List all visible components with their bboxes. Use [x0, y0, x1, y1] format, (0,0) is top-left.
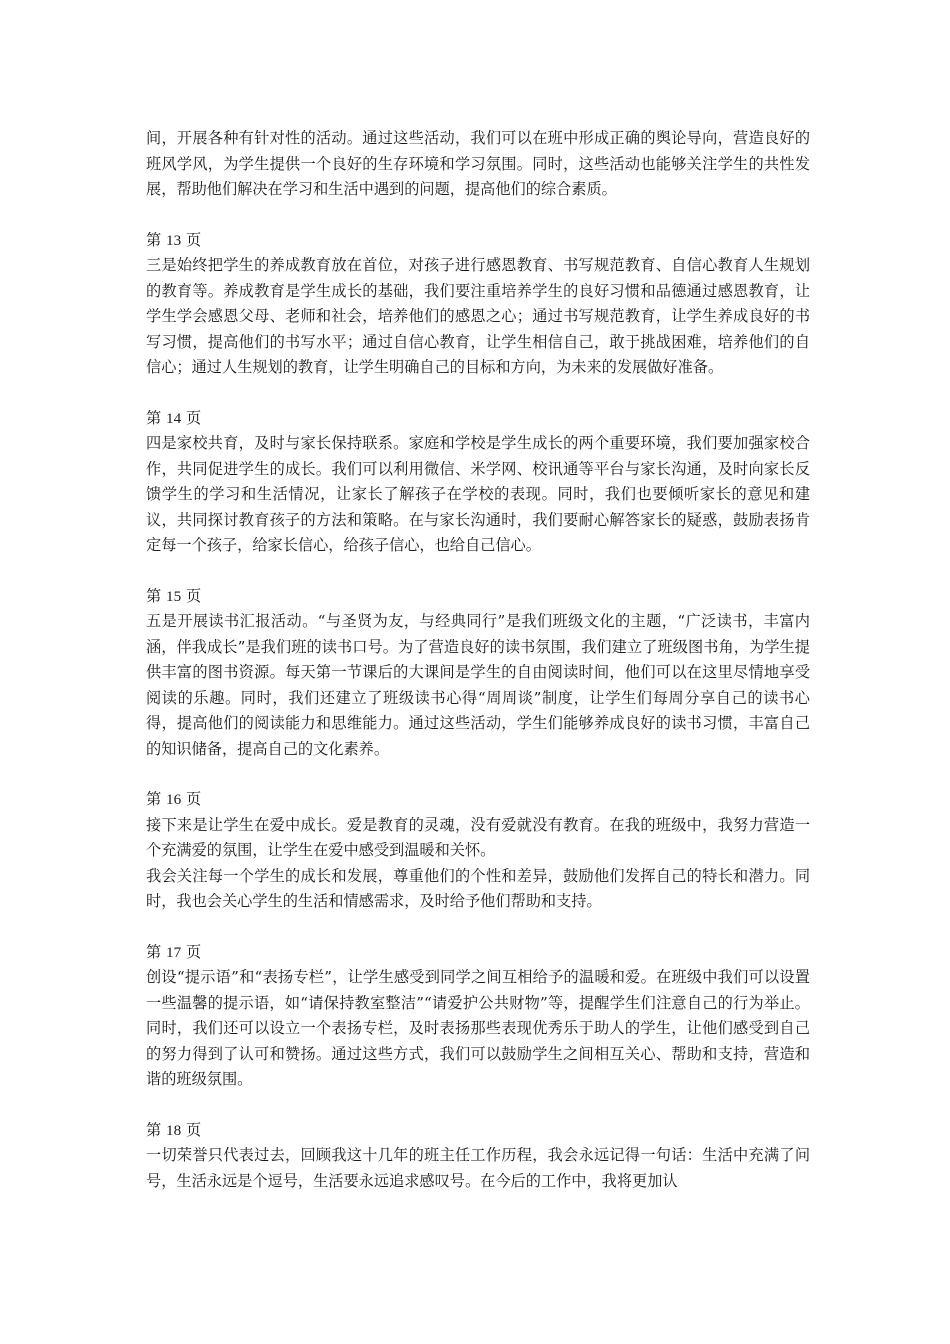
document-page: [146, 126, 810, 1194]
section-page-18: [146, 1118, 810, 1195]
page-label: 第 15 页: [146, 586, 202, 605]
paragraph: 一切荣誉只代表过去，回顾我这十几年的班主任工作历程，我会永远记得一句话：生活中充满了问号，生活永远是个逗号，生活要永远追求感叹号。在今后的工作中，我将更加认: [146, 1146, 810, 1190]
intro-paragraph: 间，开展各种有针对性的活动。通过这些活动，我们可以在班中形成正确的舆论导向，营造良好的班风学风，为学生提供一个良好的生存环境和学习氛围。同时，这些活动也能够关注学生的共性发展，帮助他们解决在学习和生活中遇到的问题，提高他们的综合素质。: [146, 129, 810, 198]
paragraph: 创设“提示语”和“表扬专栏”，让学生感受到同学之间互相给予的温暖和爱。在班级中我们可以设置一些温馨的提示语，如“请保持教室整洁”“请爱护公共财物”等，提醒学生们注意自己的行为举止。同时，我们还可以设立一个表扬专栏，及时表扬那些表现优秀乐于助人的学生，让他们感受到自己的努力得到了认可和赞扬。通过这些方式，我们可以鼓励学生之间相互关心、帮助和支持，营造和谐的班级氛围。: [146, 968, 810, 1088]
section-page-17: [146, 940, 810, 1093]
section-page-14: [146, 406, 810, 559]
section-page-16: [146, 787, 810, 915]
page-label: 第 16 页: [146, 790, 202, 808]
page-label: 第 14 页: [146, 408, 202, 427]
section-page-13: [146, 228, 810, 381]
paragraph: 五是开展读书汇报活动。“与圣贤为友，与经典同行”是我们班级文化的主题，“广泛读书，丰富内涵，伴我成长”是我们班的读书口号。为了营造良好的读书氛围，我们建立了班级图书角，为学生提供丰富的图书资源。每天第一节课后的大课间是学生的自由阅读时间，他们可以在这里尽情地享受阅读的乐趣。同时，我们还建立了班级读书心得“周周谈”制度，让学生们每周分享自己的读书心得，提高他们的阅读能力和思维能力。通过这些活动，学生们能够养成良好的读书习惯，丰富自己的知识储备，提高自己的文化素养。: [146, 612, 810, 758]
paragraph: 接下来是让学生在爱中成长。爱是教育的灵魂，没有爱就没有教育。在我的班级中，我努力营造一个充满爱的氛围，让学生在爱中感受到温暖和关怀。: [146, 815, 810, 859]
section-page-15: [146, 584, 810, 763]
paragraph: 三是始终把学生的养成教育放在首位，对孩子进行感恩教育、书写规范教育、自信心教育人生规划的教育等。养成教育是学生成长的基础，我们要注重培养学生的良好习惯和品德通过感恩教育，让学生学会感恩父母、老师和社会，培养他们的感恩之心；通过书写规范教育，让学生养成良好的书写习惯，提高他们的书写水平；通过自信心教育，让学生相信自己，敢于挑战困难，培养他们的自信心；通过人生规划的教育，让学生明确自己的目标和方向，为未来的发展做好准备。: [146, 256, 810, 376]
page-label: 第 13 页: [146, 230, 202, 249]
paragraph: 四是家校共育，及时与家长保持联系。家庭和学校是学生成长的两个重要环境，我们要加强家校合作，共同促进学生的成长。我们可以利用微信、米学网、校讯通等平台与家长沟通，及时向家长反馈学生的学习和生活情况，让家长了解孩子在学校的表现。同时，我们也要倾听家长的意见和建议，共同探讨教育孩子的方法和策略。在与家长沟通时，我们要耐心解答家长的疑惑，鼓励表扬肯定每一个孩子，给家长信心，给孩子信心，也给自己信心。: [146, 434, 810, 554]
paragraph: 我会关注每一个学生的成长和发展，尊重他们的个性和差异，鼓励他们发挥自己的特长和潜力。同时，我也会关心学生的生活和情感需求，及时给予他们帮助和支持。: [146, 866, 810, 910]
page-label: 第 17 页: [146, 942, 202, 961]
page-label: 第 18 页: [146, 1120, 202, 1139]
